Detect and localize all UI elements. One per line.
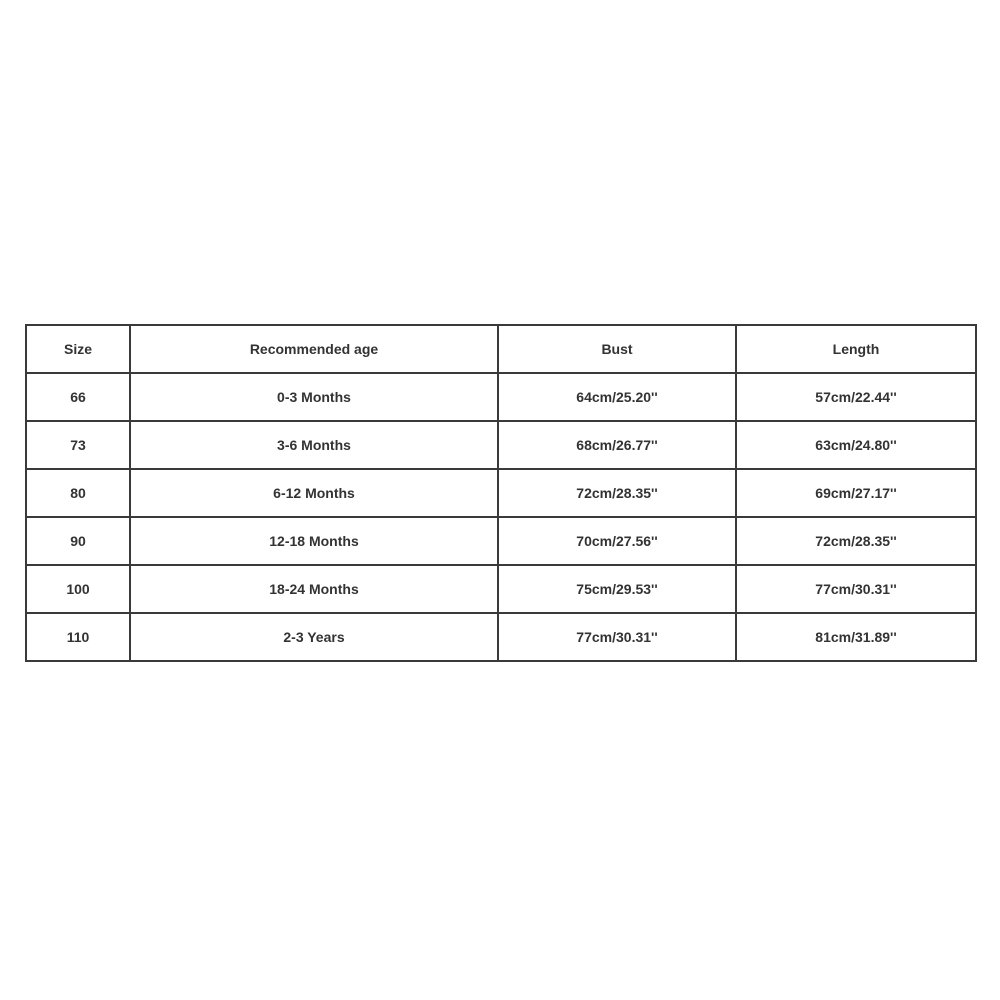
- table-row: [26, 517, 976, 565]
- header-size: Size: [26, 325, 130, 373]
- cell-length: 77cm/30.31'': [736, 565, 976, 613]
- cell-size: 73: [26, 421, 130, 469]
- cell-bust: 77cm/30.31'': [498, 613, 736, 661]
- cell-recommended-age: 18-24 Months: [130, 565, 498, 613]
- table-row: [26, 565, 976, 613]
- cell-bust: 68cm/26.77'': [498, 421, 736, 469]
- table-header-row: [26, 325, 976, 373]
- header-bust: Bust: [498, 325, 736, 373]
- cell-bust: 72cm/28.35'': [498, 469, 736, 517]
- cell-recommended-age: 0-3 Months: [130, 373, 498, 421]
- cell-bust: 64cm/25.20'': [498, 373, 736, 421]
- cell-recommended-age: 12-18 Months: [130, 517, 498, 565]
- size-chart-table: [25, 324, 977, 662]
- header-recommended-age: Recommended age: [130, 325, 498, 373]
- cell-size: 80: [26, 469, 130, 517]
- cell-recommended-age: 6-12 Months: [130, 469, 498, 517]
- cell-recommended-age: 3-6 Months: [130, 421, 498, 469]
- table-row: [26, 469, 976, 517]
- cell-recommended-age: 2-3 Years: [130, 613, 498, 661]
- cell-size: 100: [26, 565, 130, 613]
- header-length: Length: [736, 325, 976, 373]
- cell-size: 66: [26, 373, 130, 421]
- table-row: [26, 373, 976, 421]
- cell-bust: 75cm/29.53'': [498, 565, 736, 613]
- table-row: [26, 613, 976, 661]
- cell-length: 63cm/24.80'': [736, 421, 976, 469]
- cell-length: 81cm/31.89'': [736, 613, 976, 661]
- cell-size: 90: [26, 517, 130, 565]
- cell-size: 110: [26, 613, 130, 661]
- cell-bust: 70cm/27.56'': [498, 517, 736, 565]
- table-row: [26, 421, 976, 469]
- cell-length: 69cm/27.17'': [736, 469, 976, 517]
- cell-length: 72cm/28.35'': [736, 517, 976, 565]
- cell-length: 57cm/22.44'': [736, 373, 976, 421]
